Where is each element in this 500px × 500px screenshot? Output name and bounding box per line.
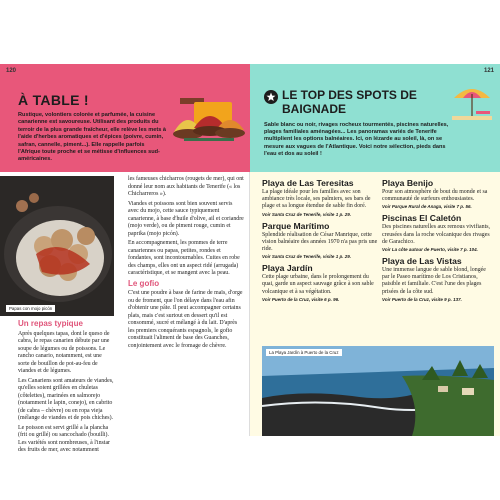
coast-photo bbox=[262, 346, 494, 436]
page-number-left: 120 bbox=[6, 68, 17, 74]
beach-umbrella-illustration bbox=[448, 84, 496, 124]
spot-item bbox=[262, 221, 378, 261]
spot-description: La plage idéale pour les familles avec son ambiance très locale, ses palmiers, ses bars de plage et sa longue étendue de sable fin doré. bbox=[262, 189, 371, 210]
spot-item bbox=[262, 263, 378, 303]
spot-name: Playa de Las Vistas bbox=[382, 256, 462, 267]
paragraph: Viandes et poissons sont bien souvent servis avec du mojo, cette sauce typiquement canarienne, à base d'huile d'olive, ail et coriandre (mojo verde), ou de piment rouge, cumin et paprika (mojo picón). bbox=[128, 200, 244, 237]
coast-photo-caption: La Playa Jardín à Puerto de la Cruz bbox=[266, 349, 342, 356]
section-title-gofio: Le gofio bbox=[128, 278, 160, 288]
left-header bbox=[0, 64, 250, 172]
spot-reference: Voir La côte autour de Puerto, visite 7 p. 104. bbox=[382, 247, 478, 253]
left-column-2 bbox=[128, 176, 244, 352]
right-page bbox=[250, 64, 500, 436]
spot-name: Playa de Las Teresitas bbox=[262, 178, 354, 188]
spot-reference: Voir Puerto de la Cruz, visite 6 p. 96. bbox=[262, 296, 340, 302]
paragraph: Après quelques tapas, dont le queso de cabra, le repas canarien débute par une soupe de légumes ou de poissons. Le rancho canario, notamment, est une sorte de bouillon de pot-au-feu de viandes et de légumes. bbox=[18, 330, 110, 374]
spot-description: Une immense langue de sable blond, longée par le Paseo marítimo de Los Cristianos, paisible et familiale. C'est l'une des plages prisées de la côte sud. bbox=[382, 267, 486, 295]
right-intro: Sable blanc ou noir, rivages rocheux tourmentés, piscines naturelles, plages familiales aménagées... Les panoramas variés de Tenerife multiplient les options balnéaires. Ici, on lézarde au soleil, là, on se mesure aux vagues de l'Atlantique. Voici notre sélection, pieds dans l'eau et dos au soleil ! bbox=[264, 122, 449, 157]
left-intro: Rustique, volontiers colorée et parfumée, la cuisine canarienne est savoureuse. Utilisant des produits du terroir de la plus grande fraîcheur, elle relève les mets à l'aide d'herbes aromatiques et d'épices (poivre, cumin, safran, cannelle, piment...). Elle rappelle parfois l'Afrique toute proche et se métisse d'influences sud-américaines. bbox=[18, 112, 166, 163]
spot-name: Playa Benijo bbox=[382, 178, 434, 188]
page-title-spots: LE TOP DES SPOTS DE BAIGNADE bbox=[282, 88, 417, 116]
spices-illustration bbox=[172, 98, 246, 148]
spot-reference: Voir Parque Rural de Anaga, visite 7 p. 56. bbox=[382, 204, 472, 210]
spot-item bbox=[382, 256, 494, 303]
paragraph: Les Canariens sont amateurs de viandes, qu'elles soient grillées en chuletas (côtelettes), marinées en salmorejo (notamment le lapin, conejo), en cabrito (de cabra – chèvre) ou en ropa vieja (mélange de viandes et de pois chiches). bbox=[18, 377, 114, 421]
paragraph: Le poisson est servi grillé a la plancha (frit ou grillé) ou sancochado (bouilli). Les variétés sont nombreuses, à l'instar des fruits de mer, avec notamment bbox=[18, 424, 111, 453]
spot-reference: Voir Puerto de la Cruz, visite 9 p. 137. bbox=[382, 296, 462, 302]
left-column-1 bbox=[18, 318, 114, 457]
page-number-right: 121 bbox=[483, 68, 494, 74]
spots-column-1 bbox=[262, 178, 378, 306]
paragraph: En accompagnement, les pommes de terre canariennes ou papas, petites, rondes et fondantes, sont incontournables. Cuites en robe des champs, elles ont un aspect ridé (arrugada) caractéristique, et se mangent avec la peau. bbox=[128, 240, 240, 276]
spot-item bbox=[382, 213, 494, 253]
right-header bbox=[250, 64, 500, 172]
spot-item bbox=[382, 178, 494, 210]
page-title-a-table: À TABLE ! bbox=[18, 92, 89, 108]
food-photo-caption: Papas con mojo picón bbox=[6, 305, 55, 312]
spot-name: Playa Jardín bbox=[262, 263, 313, 274]
spots-column-2 bbox=[382, 178, 494, 306]
left-page bbox=[0, 64, 250, 453]
spot-reference: Voir Santa Cruz de Tenerife, visite 1 p. 29. bbox=[262, 254, 351, 260]
spot-description: Des piscines naturelles aux remous vivifiants, creusées dans la roche volcanique des rivages de Garachico. bbox=[382, 224, 490, 245]
book-spread bbox=[0, 64, 500, 453]
spot-name: Parque Marítimo bbox=[262, 220, 330, 231]
spot-description: Splendide réalisation de César Manrique, cette vision balnéaire des années 1970 n'a pas pris une ride. bbox=[262, 231, 378, 253]
paragraph: C'est une poudre à base de farine de maïs, d'orge ou de froment, que l'on délaye dans l'eau afin d'obtenir une pâte. Il peut accompagner certains plats, mais c'est surtout en dessert qu'il est consommé, sucré et mélangé à du lait. D'après les premiers conquérants espagnols, le gofio constituait l'aliment de base des Guanches, conjointement avec le fromage de chèvre. bbox=[128, 290, 243, 349]
spot-description: Pour son atmosphère de bout du monde et sa communauté de surfeurs enthousiastes. bbox=[382, 189, 488, 203]
spot-item bbox=[262, 178, 378, 218]
section-title-repas: Un repas typique bbox=[18, 319, 83, 328]
spot-description: Cette plage urbaine, dans le prolongement du quai, garde un aspect sauvage grâce à son sable volcanique et à sa végétation. bbox=[262, 274, 374, 295]
spot-reference: Voir Santa Cruz de Tenerife, visite 1 p. 29. bbox=[262, 211, 351, 217]
food-photo bbox=[0, 176, 114, 316]
star-icon bbox=[264, 90, 278, 104]
paragraph: les fameuses chicharros (rougets de mer), qui ont donné leur nom aux habitants de Tenerife (« los Chicharreros »). bbox=[128, 176, 244, 197]
spot-name: Piscinas El Caletón bbox=[382, 213, 462, 224]
